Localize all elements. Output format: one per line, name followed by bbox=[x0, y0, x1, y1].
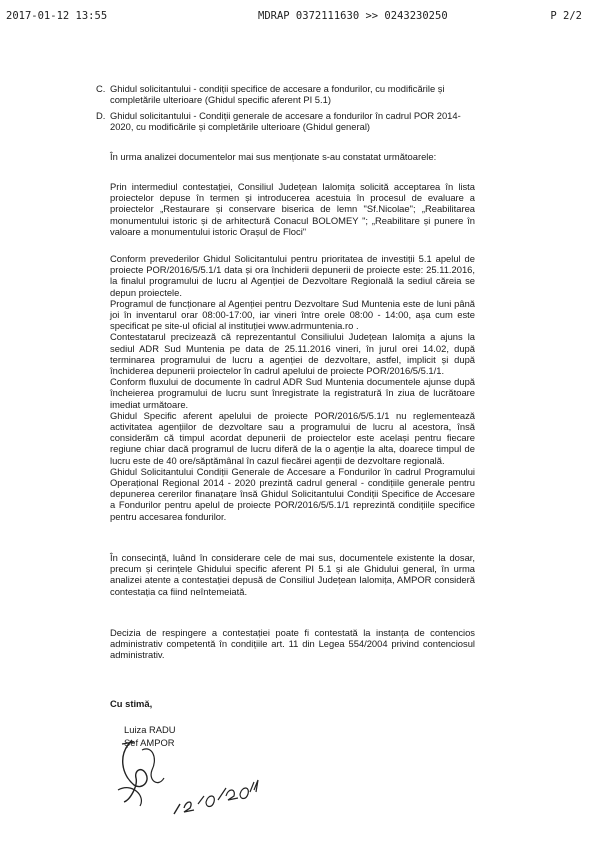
fax-sender-line: MDRAP 0372111630 >> 0243230250 bbox=[258, 10, 448, 22]
list-text: Ghidul solicitantului - Condiții generale de accesare a fondurilor în cadrul POR 2014-2020, cu modificările și completările ulterioare (Ghidul general) bbox=[110, 110, 461, 133]
analysis-paragraph: Programul de funcționare al Agenției pentru Dezvoltare Sud Muntenia este de luni până joi în inventarul orar 08:00-17:00, iar vineri între orele 08:00 - 14:00, așa cum este specificat pe site-ul oficial al instituției www.adrmuntenia.ro . bbox=[110, 297, 475, 332]
list-text: Ghidul solicitantului - condiții specifice de accesare a fondurilor, cu modificările și completările ulterioare (Ghidul specific aferent PI 5.1) bbox=[110, 83, 445, 106]
analysis-paragraph: Contestatarul precizează că reprezentantul Consiliului Județean Ialomița a ajuns la sediul ADR Sud Muntenia pe data de 25.11.2016 vineri, în jurul orei 14.02, după terminarea programului de lucru a agenției de dezvoltare, astfel, implicit și după închiderea depunerii proiectelor în cadrul apelului de proiecte POR/2016/5/5.1/1. bbox=[110, 331, 475, 377]
signatory-name: Luiza RADU bbox=[124, 724, 176, 735]
signatory-title: Șef AMPOR bbox=[124, 737, 175, 748]
contestation-paragraph: Prin intermediul contestației, Consiliul Județean Ialomița solicită acceptarea în lista proiectelor depuse în termen și introducerea acestuia în procesul de evaluare a proiectelor „Restaurare și conservare biserica de lemn "Sf.Nicolae"; „Reabilitarea monumentului istoric și de arhitectură Conacul BOLOMEY "; „Reabilitare și punere în valoare a monumentului istoric Orașul de Floci" bbox=[110, 181, 475, 237]
analysis-paragraph: Ghidul Specific aferent apelului de proiecte POR/2016/5/5.1/1 nu reglementează activitatea agențiilor de dezvoltare sau a programului de lucru al acestora, însă considerăm că timpul acordat depunerii de proiectelor este același pentru fiecare regiune chiar dacă programul de lucru diferă de la o agenție la alta, doarece timpul de lucru este de 40 ore/săptămânal în cazul fiecărei agenții de dezvoltare regională. bbox=[110, 409, 475, 466]
closing-salutation: Cu stimă, bbox=[110, 698, 153, 709]
analysis-paragraph: Conform fluxului de documente în cadrul ADR Sud Muntenia documentele ajunse după încheierea programului de lucru sunt înregistrate la registratură în ziua de lucrătoare imediat următoare. bbox=[110, 376, 475, 410]
appeal-paragraph: Decizia de respingere a contestației poate fi contestată la instanța de contencios administrativ competentă în condițiile art. 11 din Legea 554/2004 privind contenciosul administrativ. bbox=[110, 627, 475, 661]
conclusion-paragraph: În consecință, luând în considerare cele de mai sus, documentele existente la dosar, precum și cerințele Ghidului specific aferent PI 5.1 și ale Ghidului general, în urma analizei atente a contestației depusă de Consiliul Județean Ialomița, AMPOR consideră contestația ca fiind neîntemeiată. bbox=[110, 552, 475, 597]
list-letter: C. bbox=[96, 83, 106, 94]
list-letter: D. bbox=[96, 110, 106, 121]
analysis-paragraph: Conform prevederilor Ghidul Solicitantului pentru prioritatea de investiții 5.1 apelul de proiecte POR/2016/5/5.1/1 data și ora închiderii depunerii de proiecte este: 25.11.2016, la finalul programului de lucru al Agenției de Dezvoltare Regională la sediul căreia se depun proiectele. bbox=[110, 253, 475, 298]
intro-paragraph: În urma analizei documentelor mai sus menționate s-au constatat următoarele: bbox=[110, 151, 437, 162]
fax-page-number: P 2/2 bbox=[550, 10, 582, 22]
analysis-block bbox=[110, 253, 475, 522]
analysis-paragraph: Ghidul Solicitantului Condiții Generale de Accesare a Fondurilor în cadrul Programului Operațional Regional 2014 - 2020 prezintă cadrul general - condițiile generale pentru depunerea cererilor finanațare însă Ghidul Solicitantului Condiții Specifice de Accesare a Fondurilor pentru apelul de proiecte POR/2016/5/5.1/1 reprezintă condițiile specifice pentru accesarea fondurilor. bbox=[110, 465, 475, 522]
fax-datetime: 2017-01-12 13:55 bbox=[6, 10, 108, 22]
handwritten-date bbox=[170, 778, 260, 818]
